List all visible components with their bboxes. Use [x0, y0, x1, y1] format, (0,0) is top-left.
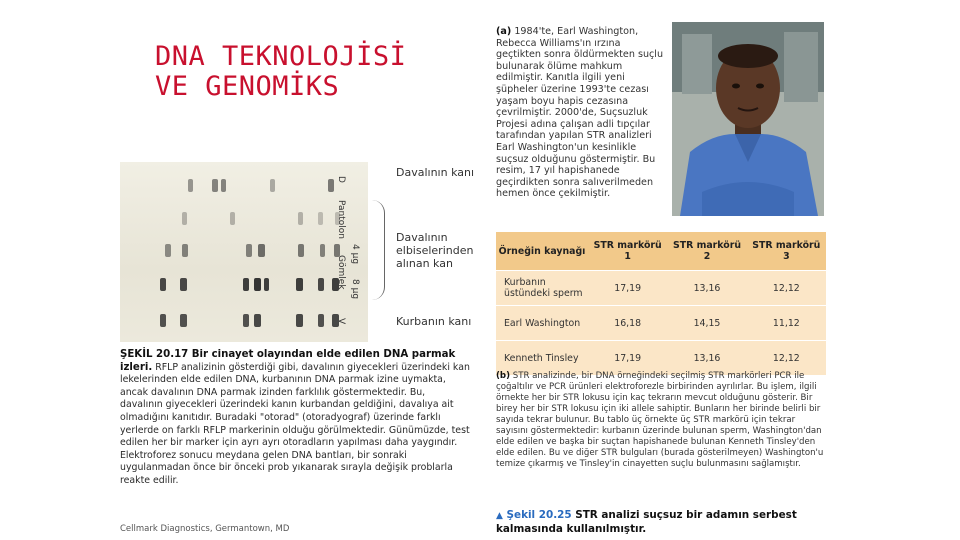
gel-band — [298, 212, 303, 225]
gel-band — [221, 179, 226, 192]
gel-band — [320, 244, 325, 257]
gel-band — [188, 179, 193, 192]
label-defendant-blood: Davalının kanı — [396, 166, 475, 179]
gel-band — [160, 314, 166, 327]
lane-tag-gomlek: Gömlek — [336, 255, 346, 290]
gel-band — [296, 314, 303, 327]
gel-band — [246, 244, 252, 257]
cell-marker-2: 14,15 — [667, 306, 746, 341]
gel-band — [180, 278, 187, 291]
cell-source: Kenneth Tinsley — [496, 341, 588, 376]
lane-tag-pantolon: Pantolon — [336, 200, 346, 239]
panel-a-body: 1984'te, Earl Washington, Rebecca Williams'ın ırzına geçtikten sonra öldürmekten suçlu bulunarak ölüme mahkum edilmiştir. Kanıtla ilgili yeni şüpheler üzerine 1993'te cezası yaşam boyu hapis cezasına çevrilmiştir. 2000'de, Suçsuzluk Projesi adına çalışan adli tıpçılar tarafından yapılan STR analizleri Earl Washington'un kesinlikle suçsuz olduğunu göstermiştir. Bu resim, 17 yıl hapishanede geçirdikten sonra salıverilmeden hemen önce çekilmiştir. — [496, 26, 664, 200]
figure-20-25-text: STR analizi suçsuz bir adamın serbest kalmasında kullanılmıştır. — [496, 509, 797, 535]
cell-marker-2: 13,16 — [667, 271, 746, 306]
lane-tag-8ug: 8 μg — [350, 279, 360, 300]
cell-marker-1: 17,19 — [588, 341, 667, 376]
lane-tag-v: V — [336, 318, 346, 325]
gel-image — [120, 162, 368, 342]
panel-b-body: STR analizinde, bir DNA örneğindeki seçilmiş STR markörleri PCR ile çoğaltılır ve PCR ürünleri elektroforezle birbirinden ayrılırlar. Bu işlem, ilgili örnekte her bir STR lokusu için kaç tekrarın mevcut olduğunu gösterir. Bir birey her bir STR lokusu için iki allele sahiptir. Bunların her birinde belirli bir sayıda tekrar bulunur. Bu tablo üç örnekte üç STR markörü için tekrar sayısını göstermektedir: kurbanın üzerinde bulunan sperm, Washington'dan elde edilen ve başka bir suçtan hapishanede bulunan Kenneth Tinsley'den elde edilen. Bu ve diğer STR bulguları (burada gösterilmeyen) Washington'u temize çıkarmış ve Tinsley'in cinayetten suçlu bulunmasını sağlamıştır. — [496, 371, 824, 469]
header-marker-1: STR markörü 1 — [588, 232, 667, 271]
gel-band — [182, 212, 187, 225]
image-credit: Cellmark Diagnostics, Germantown, MD — [120, 524, 290, 534]
gel-band — [264, 278, 269, 291]
table-row — [496, 341, 826, 376]
str-table — [496, 232, 826, 375]
gel-band — [318, 314, 324, 327]
lane-tag-d: D — [336, 176, 346, 183]
cell-marker-1: 16,18 — [588, 306, 667, 341]
portrait-illustration — [672, 22, 824, 216]
gel-band — [296, 278, 303, 291]
gel-band — [165, 244, 171, 257]
cell-marker-3: 12,12 — [747, 341, 826, 376]
figure-20-17-body: RFLP analizinin gösterdiği gibi, davalının giyecekleri üzerindeki kan lekelerinden elde edilen DNA, kurbanının DNA parmak izine uymakta, ancak davalının DNA parmak izinden farklılık göstermektedir. Bu, davalının giyecekleri üzerindeki kanın kurbandan geldiğini, davalıya ait olmadığını kanıtıdır. Buradaki "otorad" (otoradyograf) üzerinde farklı yerlerde on farklı RFLP markerinin olduğu görülmektedir. Günümüzde, test edilen her bir marker için ayrı ayrı otoradların yapılması daha yaygındır. Elektroforez sonucu meydana gelen DNA bantları, bir sonraki uygulanmadan önce bir önceki prob yıkanarak sırayla değişik problarla reakte edilir. — [120, 361, 470, 486]
panel-b-text — [496, 371, 826, 470]
panel-b-label: (b) — [496, 371, 511, 381]
figure-20-17-caption — [120, 349, 470, 488]
gel-band — [243, 278, 249, 291]
gel-band — [318, 212, 323, 225]
gel-band — [182, 244, 188, 257]
panel-a-text — [496, 26, 666, 200]
figure-20-17-lead: ŞEKİL 20.17 Bir cinayet olayından elde edilen DNA parmak izleri. — [120, 349, 456, 373]
cell-source: Kurbanın üstündeki sperm — [496, 271, 588, 306]
table-row — [496, 306, 826, 341]
gel-band — [180, 314, 187, 327]
gel-band — [254, 278, 261, 291]
lane-tag-4ug: 4 μg — [350, 244, 360, 265]
gel-band — [243, 314, 249, 327]
gel-band — [298, 244, 304, 257]
gel-band — [160, 278, 166, 291]
cell-marker-1: 17,19 — [588, 271, 667, 306]
earl-washington-photo — [672, 22, 824, 216]
slide-title: DNA TEKNOLOJİSİ VE GENOMİKS — [155, 41, 407, 102]
gel-band — [230, 212, 235, 225]
gel-band — [254, 314, 261, 327]
header-marker-3: STR markörü 3 — [747, 232, 826, 271]
table-header-row — [496, 232, 826, 271]
panel-a-label: (a) — [496, 26, 512, 37]
gel-band — [318, 278, 324, 291]
gel-band — [258, 244, 265, 257]
table-row — [496, 271, 826, 306]
figure-20-25-number: Şekil 20.25 — [506, 509, 572, 521]
header-source: Örneğin kaynağı — [496, 232, 588, 271]
cell-marker-3: 11,12 — [747, 306, 826, 341]
gel-band — [328, 179, 334, 192]
bracket — [372, 200, 385, 300]
cell-source: Earl Washington — [496, 306, 588, 341]
triangle-icon: ▲ — [496, 511, 503, 521]
gel-band — [212, 179, 218, 192]
label-clothes-blood: Davalının elbiselerinden alınan kan — [396, 231, 474, 270]
header-marker-2: STR markörü 2 — [667, 232, 746, 271]
cell-marker-2: 13,16 — [667, 341, 746, 376]
gel-band — [270, 179, 275, 192]
label-victim-blood: Kurbanın kanı — [396, 315, 472, 328]
figure-20-25-caption — [496, 509, 816, 535]
cell-marker-3: 12,12 — [747, 271, 826, 306]
